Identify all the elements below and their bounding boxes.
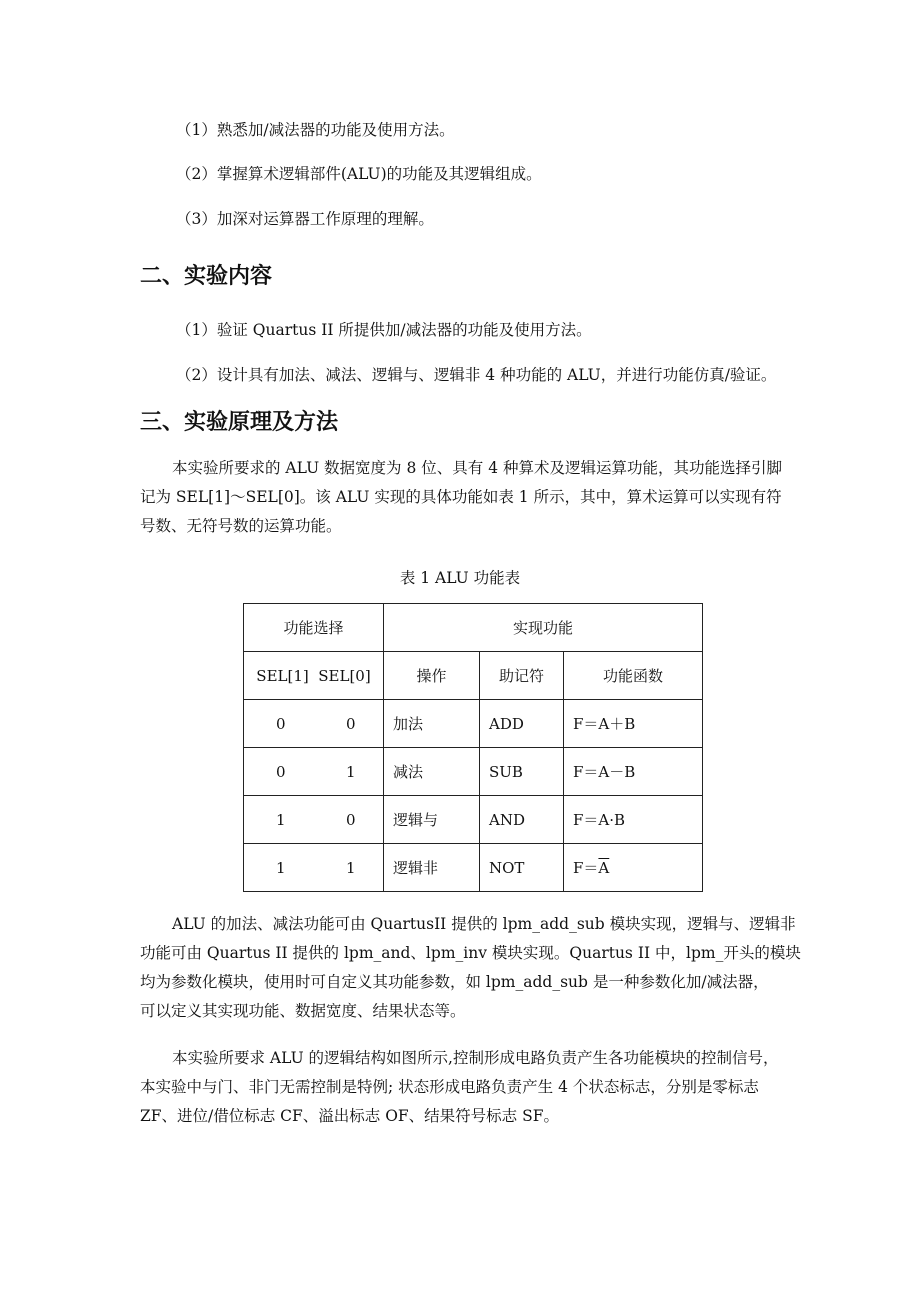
- op-cell: 逻辑与: [384, 796, 480, 844]
- paragraph-line: 本实验中与门、非门无需控制是特例; 状态形成电路负责产生 4 个状态标志，分别是零标志: [140, 1078, 759, 1096]
- paragraph-line: ZF、进位/借位标志 CF、溢出标志 OF、结果符号标志 SF。: [140, 1107, 559, 1125]
- sel1-value: 0: [276, 714, 286, 733]
- sel0-value: 0: [346, 714, 356, 733]
- sel1-value: 1: [276, 810, 286, 829]
- function-text: F＝A－B: [573, 763, 636, 781]
- sel0-value: 1: [346, 762, 356, 781]
- table-header-func: 功能函数: [564, 652, 703, 700]
- table-row: [244, 748, 703, 796]
- table-header-op: 操作: [384, 652, 480, 700]
- table-row: [244, 844, 703, 892]
- table-header-select: 功能选择: [244, 604, 384, 652]
- table-row: [244, 796, 703, 844]
- op-cell: 逻辑非: [384, 844, 480, 892]
- table-header-sel: SEL[1] SEL[0]: [244, 652, 384, 700]
- objective-2: （2）掌握算术逻辑部件(ALU)的功能及其逻辑组成。: [176, 165, 542, 183]
- op-cell: 减法: [384, 748, 480, 796]
- table-row: [244, 700, 703, 748]
- op-cell: 加法: [384, 700, 480, 748]
- function-overline-operand: $\overline{A}$: [598, 859, 610, 877]
- alu-function-table: [243, 603, 703, 892]
- function-cell: [564, 748, 703, 796]
- paragraph-line: 本实验所要求 ALU 的逻辑结构如图所示,控制形成电路负责产生各功能模块的控制信号，: [172, 1049, 779, 1067]
- mnemonic-cell: NOT: [480, 844, 564, 892]
- paragraph-line: 功能可由 Quartus II 提供的 lpm_and、lpm_inv 模块实现。Quartus II 中，lpm_开头的模块: [140, 944, 801, 962]
- section-3-heading: 三、实验原理及方法: [140, 410, 339, 435]
- function-text: F＝A·B: [573, 811, 626, 829]
- paragraph-line: 均为参数化模块，使用时可自定义其功能参数，如 lpm_add_sub 是一种参数化加/减法器，: [140, 973, 769, 991]
- mnemonic-cell: AND: [480, 796, 564, 844]
- principle-paragraph-1: [140, 454, 782, 541]
- table-header-function: 实现功能: [384, 604, 703, 652]
- function-cell: [564, 700, 703, 748]
- function-cell: [564, 796, 703, 844]
- mnemonic-cell: SUB: [480, 748, 564, 796]
- objective-3: （3）加深对运算器工作原理的理解。: [176, 210, 434, 228]
- function-text: F＝: [573, 859, 599, 877]
- sel0-value: 1: [346, 858, 356, 877]
- sel1-value: 1: [276, 858, 286, 877]
- sel1-value: 0: [276, 762, 286, 781]
- principle-paragraph-2: [140, 910, 801, 1026]
- section-2-heading: 二、实验内容: [140, 264, 273, 289]
- mnemonic-cell: ADD: [480, 700, 564, 748]
- table-caption: 表 1 ALU 功能表: [399, 569, 521, 587]
- table-header-mnemonic: 助记符: [480, 652, 564, 700]
- principle-paragraph-3: [140, 1044, 782, 1131]
- content-item-2: （2）设计具有加法、减法、逻辑与、逻辑非 4 种功能的 ALU，并进行功能仿真/验证。: [176, 366, 777, 384]
- paragraph-line: 号数、无符号数的运算功能。: [140, 517, 342, 535]
- paragraph-line: ALU 的加法、减法功能可由 QuartusII 提供的 lpm_add_sub 模块实现，逻辑与、逻辑非: [172, 915, 796, 933]
- sel0-value: 0: [346, 810, 356, 829]
- objective-1: （1）熟悉加/减法器的功能及使用方法。: [176, 121, 455, 139]
- paragraph-line: 可以定义其实现功能、数据宽度、结果状态等。: [140, 1002, 466, 1020]
- function-text: F＝A＋B: [573, 715, 636, 733]
- function-cell: [564, 844, 703, 892]
- content-item-1: （1）验证 Quartus II 所提供加/减法器的功能及使用方法。: [176, 321, 592, 339]
- paragraph-line: 本实验所要求的 ALU 数据宽度为 8 位、具有 4 种算术及逻辑运算功能，其功能选择引脚: [172, 459, 782, 477]
- paragraph-line: 记为 SEL[1]～SEL[0]。该 ALU 实现的具体功能如表 1 所示，其中，算术运算可以实现有符: [140, 488, 782, 506]
